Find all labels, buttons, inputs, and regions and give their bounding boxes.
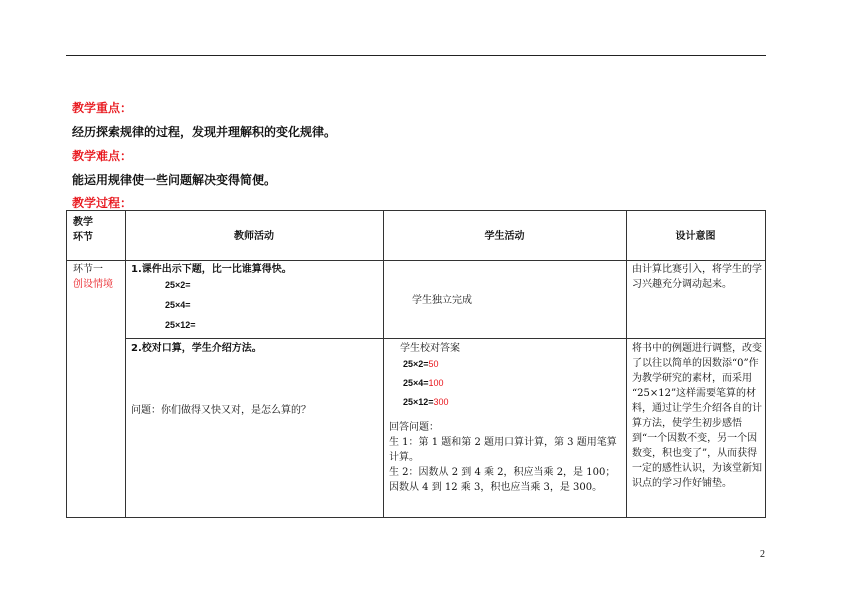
header-teacher: 教师活动	[234, 231, 274, 242]
row2-teacher-question: 问题：你们做得又快又对，是怎么算的？	[131, 405, 311, 416]
row1-teacher-title: 1.课件出示下题，比一比谁算得快。	[131, 264, 292, 275]
header-student: 学生活动	[484, 231, 525, 242]
key-points-heading: 教学重点：	[72, 101, 133, 115]
checked-answer: 100	[428, 378, 444, 388]
checked-eq: 25×4=	[403, 378, 429, 388]
lesson-table	[66, 210, 766, 518]
checked-eq: 25×2=	[403, 359, 429, 369]
key-points-text: 经历探索规律的过程，发现并理解积的变化规律。	[72, 125, 337, 139]
row2-intent: 将书中的例题进行调整，改变了以往以简单的因数添“0”作为教学研究的素材，而采用 “25×12”这样需要笔算的材料，通过让学生介绍各自的计算方法，使学生初步感悟到“一个因数不变，另一个因数变，积也变了”，从而获得一定的感性认识，为该堂新知识点的学习作好铺垫。	[632, 343, 762, 489]
checked-answer: 300	[433, 397, 449, 407]
stage-name: 创设情境	[73, 279, 113, 290]
equation-1: 25×2=	[165, 280, 191, 290]
difficulties-text: 能运用规律使一些问题解决变得简便。	[72, 173, 277, 187]
stage-cell	[73, 262, 123, 292]
row-divider	[125, 338, 765, 339]
checked-equation-1	[403, 357, 439, 372]
row-divider	[67, 260, 765, 261]
page-number: 2	[760, 549, 765, 560]
equation-3: 25×12=	[165, 320, 196, 330]
header-stage-line2: 环节	[73, 232, 93, 243]
answer-1: 生 1：第 1 题和第 2 题用口算计算，第 3 题用笔算计算。	[389, 437, 617, 463]
row2-student-check: 学生校对答案	[400, 343, 460, 354]
process-heading: 教学过程：	[72, 196, 133, 210]
column-divider	[383, 211, 384, 517]
stage-label: 环节一	[73, 264, 103, 275]
checked-equation-2	[403, 376, 444, 391]
row1-student: 学生独立完成	[412, 295, 472, 306]
answer-title: 回答问题：	[389, 422, 439, 433]
row2-teacher-title: 2.校对口算，学生介绍方法。	[131, 343, 262, 354]
row1-intent: 由计算比赛引入，将学生的学习兴趣充分调动起来。	[632, 264, 762, 290]
equation-2: 25×4=	[165, 300, 191, 310]
checked-eq: 25×12=	[403, 397, 434, 407]
column-divider	[626, 211, 627, 517]
checked-answer: 50	[428, 359, 439, 369]
row2-student-answers	[389, 420, 623, 495]
difficulties-heading: 教学难点：	[72, 149, 133, 163]
column-divider	[125, 211, 126, 517]
header-stage	[73, 215, 123, 245]
header-intent: 设计意图	[675, 231, 716, 242]
header-rule	[66, 55, 766, 56]
answer-2: 生 2：因数从 2 到 4 乘 2，积应当乘 2，是 100；因数从 4 到 12 乘 3，积也应当乘 3，是 300。	[389, 467, 616, 493]
checked-equation-3	[403, 395, 449, 410]
header-stage-line1: 教学	[73, 217, 93, 228]
